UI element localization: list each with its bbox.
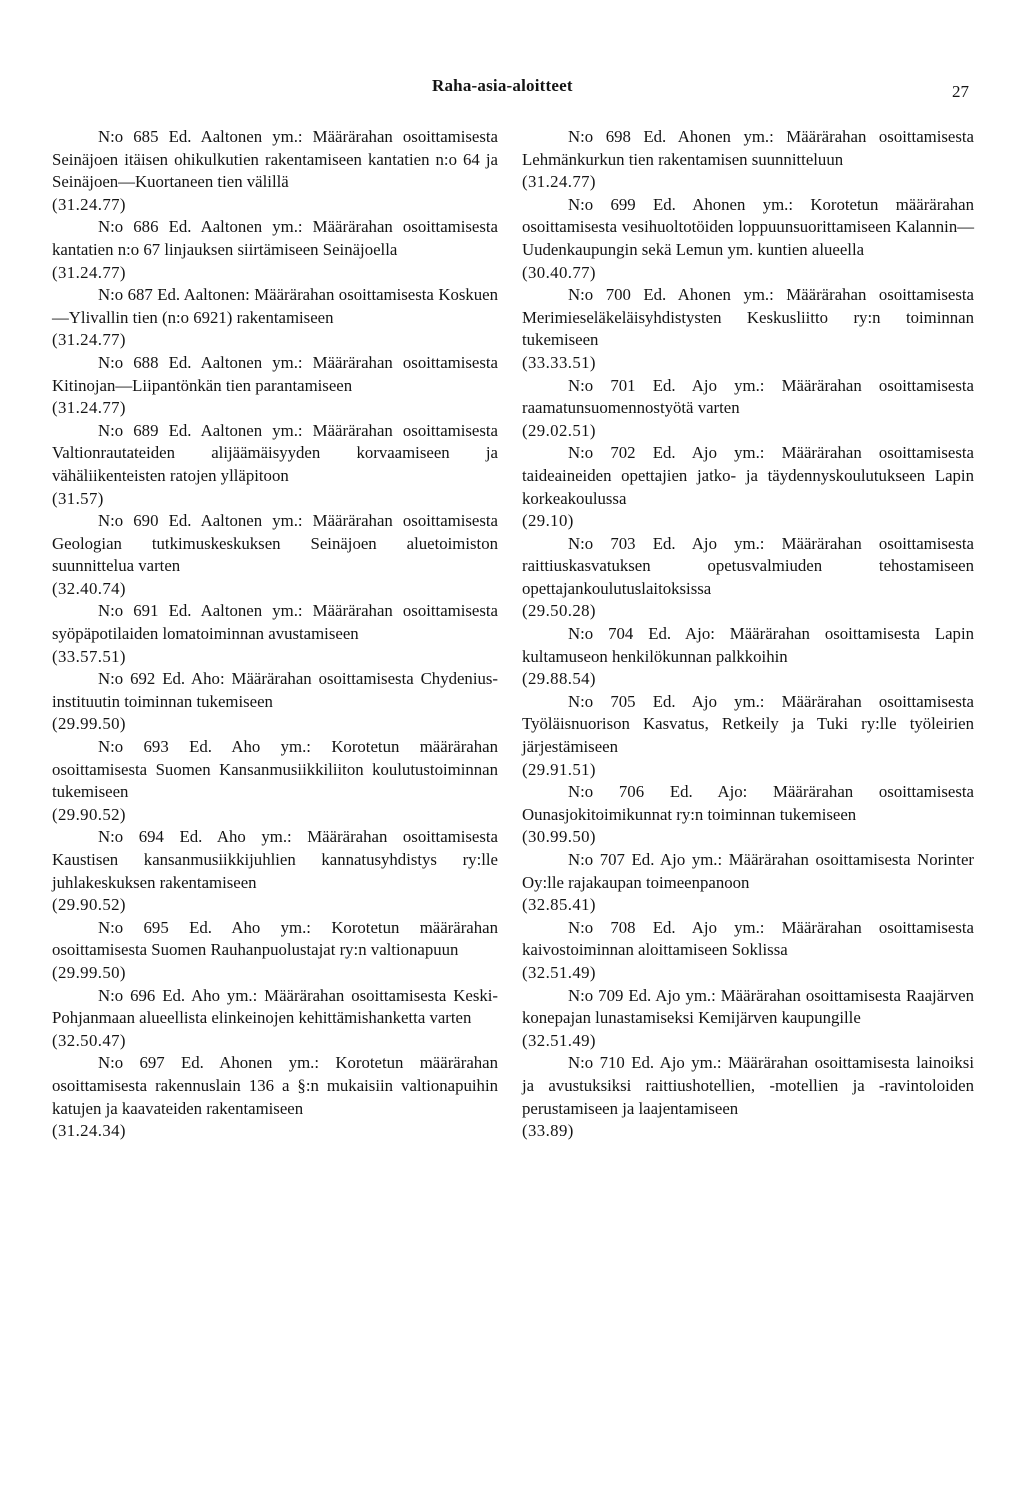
initiative-entry xyxy=(52,510,498,600)
initiative-entry xyxy=(52,736,498,826)
initiative-text: N:o 693 Ed. Aho ym.: Korotetun määrärahan osoittamisesta Suomen Kansanmusiikkiliiton koulutustoiminnan tukemiseen xyxy=(52,737,498,802)
budget-code: (31.57) xyxy=(52,488,104,508)
budget-code: (29.90.52) xyxy=(52,895,126,915)
budget-code: (33.89) xyxy=(522,1121,574,1141)
budget-code: (29.02.51) xyxy=(522,420,596,440)
budget-code: (29.99.50) xyxy=(52,714,126,734)
initiative-entry xyxy=(522,691,974,781)
initiative-text: N:o 697 Ed. Ahonen ym.: Korotetun määrärahan osoittamisesta rakennuslain 136 a §:n mukaisiin valtionapuihin katujen ja kaavateiden rakentamiseen xyxy=(52,1053,498,1118)
page-number: 27 xyxy=(952,82,969,101)
initiative-entry xyxy=(522,194,974,284)
budget-code: (31.24.77) xyxy=(522,172,596,192)
initiative-entry xyxy=(52,126,498,216)
initiative-text: N:o 710 Ed. Ajo ym.: Määrärahan osoittamisesta lainoiksi ja avustuksiksi raittiushotellien, -motellien ja -ravintoloiden perustamiseen ja laajentamiseen xyxy=(522,1053,974,1118)
initiative-text: N:o 695 Ed. Aho ym.: Korotetun määrärahan osoittamisesta Suomen Rauhanpuolustajat ry:n valtionapuun xyxy=(52,917,498,960)
initiative-entry xyxy=(52,985,498,1053)
initiative-entry xyxy=(52,917,498,985)
initiative-entry xyxy=(522,917,974,985)
budget-code: (30.99.50) xyxy=(522,827,596,847)
initiative-text: N:o 704 Ed. Ajo: Määrärahan osoittamisesta Lapin kultamuseon henkilökunnan palkkoihin xyxy=(522,624,974,666)
initiative-entry xyxy=(52,826,498,916)
initiative-text: N:o 706 Ed. Ajo: Määrärahan osoittamisesta Ounasjokitoimikunnat ry:n toiminnan tukemiseen xyxy=(522,782,974,824)
initiative-text: N:o 685 Ed. Aaltonen ym.: Määrärahan osoittamisesta Seinäjoen itäisen ohikulkutien rakentamiseen kantatien n:o 64 ja Seinäjoen—Kuortaneen tien välillä xyxy=(52,127,498,192)
initiative-entry xyxy=(522,533,974,623)
initiative-text: N:o 701 Ed. Ajo ym.: Määrärahan osoittamisesta raamatunsuomennostyötä varten xyxy=(522,375,974,418)
initiative-text: N:o 699 Ed. Ahonen ym.: Korotetun määrärahan osoittamisesta vesihuoltotöiden loppuunsuorittamiseen Kalannin—Uudenkaupungin sekä Lemun ym. kuntien alueella xyxy=(522,194,974,259)
initiative-entry xyxy=(52,352,498,420)
running-title: Raha-asia-aloitteet xyxy=(432,76,573,95)
initiative-entry xyxy=(52,668,498,736)
left-column xyxy=(52,126,498,1143)
budget-code: (31.24.34) xyxy=(52,1121,126,1141)
budget-code: (29.90.52) xyxy=(52,804,126,824)
budget-code: (32.51.49) xyxy=(522,962,596,982)
initiative-text: N:o 698 Ed. Ahonen ym.: Määrärahan osoittamisesta Lehmänkurkun tien rakentamisen suunnitteluun xyxy=(522,127,974,169)
budget-code: (31.24.77) xyxy=(52,194,126,214)
initiative-text: N:o 709 Ed. Ajo ym.: Määrärahan osoittamisesta Raajärven konepajan lunastamiseksi Kemijärven kaupungille xyxy=(522,985,974,1028)
initiative-entry xyxy=(52,1052,498,1142)
initiative-text: N:o 690 Ed. Aaltonen ym.: Määrärahan osoittamisesta Geologian tutkimuskeskuksen Seinäjoen aluetoimiston suunnittelua varten xyxy=(52,511,498,576)
budget-code: (32.40.74) xyxy=(52,578,126,598)
initiative-text: N:o 700 Ed. Ahonen ym.: Määrärahan osoittamisesta Merimieseläkeläisyhdistysten Keskusliitto ry:n toiminnan tukemiseen xyxy=(522,285,974,350)
budget-code: (29.88.54) xyxy=(522,669,596,689)
budget-code: (29.91.51) xyxy=(522,759,596,779)
budget-code: (31.24.77) xyxy=(52,262,126,282)
initiative-entry xyxy=(52,600,498,668)
budget-code: (32.50.47) xyxy=(52,1030,126,1050)
initiative-entry xyxy=(522,284,974,374)
budget-code: (31.24.77) xyxy=(52,398,126,418)
initiative-entry xyxy=(522,442,974,532)
budget-code: (33.33.51) xyxy=(522,352,596,372)
initiative-entry xyxy=(52,420,498,510)
initiative-text: N:o 686 Ed. Aaltonen ym.: Määrärahan osoittamisesta kantatien n:o 67 linjauksen siirtämiseen Seinäjoella xyxy=(52,217,498,259)
initiative-text: N:o 688 Ed. Aaltonen ym.: Määrärahan osoittamisesta Kitinojan—Liipantönkän tien parantamiseen xyxy=(52,352,498,395)
initiative-text: N:o 694 Ed. Aho ym.: Määrärahan osoittamisesta Kaustisen kansanmusiikkijuhlien kannatusyhdistys ry:lle juhlakeskuksen rakentamiseen xyxy=(52,827,498,892)
initiative-text: N:o 687 Ed. Aaltonen: Määrärahan osoittamisesta Koskuen—Ylivallin tien (n:o 6921) rakentamiseen xyxy=(52,285,498,327)
initiative-entry xyxy=(52,216,498,284)
initiative-entry xyxy=(522,623,974,691)
right-column xyxy=(522,126,974,1143)
initiative-text: N:o 691 Ed. Aaltonen ym.: Määrärahan osoittamisesta syöpäpotilaiden lomatoiminnan avustamiseen xyxy=(52,601,498,644)
initiative-entry xyxy=(52,284,498,352)
initiative-text: N:o 702 Ed. Ajo ym.: Määrärahan osoittamisesta taideaineiden opettajien jatko- ja täydennyskoulutukseen Lapin korkeakoulussa xyxy=(522,443,974,508)
initiative-text: N:o 689 Ed. Aaltonen ym.: Määrärahan osoittamisesta Valtionrautateiden alijäämäisyyden korvaamiseen ja vähäliikenteisten ratojen ylläpitoon xyxy=(52,420,498,485)
initiative-text: N:o 692 Ed. Aho: Määrärahan osoittamisesta Chydenius-instituutin toiminnan tukemiseen xyxy=(52,669,498,711)
initiative-entry xyxy=(522,985,974,1053)
initiative-entry xyxy=(522,375,974,443)
initiative-text: N:o 696 Ed. Aho ym.: Määrärahan osoittamisesta Keski-Pohjanmaan alueellista elinkeinojen kehittämishanketta varten xyxy=(52,985,498,1028)
budget-code: (32.51.49) xyxy=(522,1030,596,1050)
budget-code: (32.85.41) xyxy=(522,895,596,915)
budget-code: (29.10) xyxy=(522,511,574,531)
budget-code: (30.40.77) xyxy=(522,262,596,282)
initiative-entry xyxy=(522,1052,974,1142)
initiative-text: N:o 705 Ed. Ajo ym.: Määrärahan osoittamisesta Työläisnuorison Kasvatus, Retkeily ja Tuki ry:lle työleirien järjestämiseen xyxy=(522,691,974,757)
initiative-text: N:o 707 Ed. Ajo ym.: Määrärahan osoittamisesta Norinter Oy:lle rajakaupan toimeenpanoon xyxy=(522,850,974,892)
initiative-entry xyxy=(522,849,974,917)
budget-code: (29.50.28) xyxy=(522,601,596,621)
budget-code: (31.24.77) xyxy=(52,330,126,350)
budget-code: (29.99.50) xyxy=(52,962,126,982)
initiative-text: N:o 708 Ed. Ajo ym.: Määrärahan osoittamisesta kaivostoiminnan aloittamiseen Soklissa xyxy=(522,917,974,960)
initiative-entry xyxy=(522,781,974,849)
page-header xyxy=(0,76,1024,100)
initiative-entry xyxy=(522,126,974,194)
budget-code: (33.57.51) xyxy=(52,646,126,666)
initiative-text: N:o 703 Ed. Ajo ym.: Määrärahan osoittamisesta raittiuskasvatuksen opetusvalmiuden tehostamiseen opettajankoulutuslaitoksissa xyxy=(522,533,974,598)
